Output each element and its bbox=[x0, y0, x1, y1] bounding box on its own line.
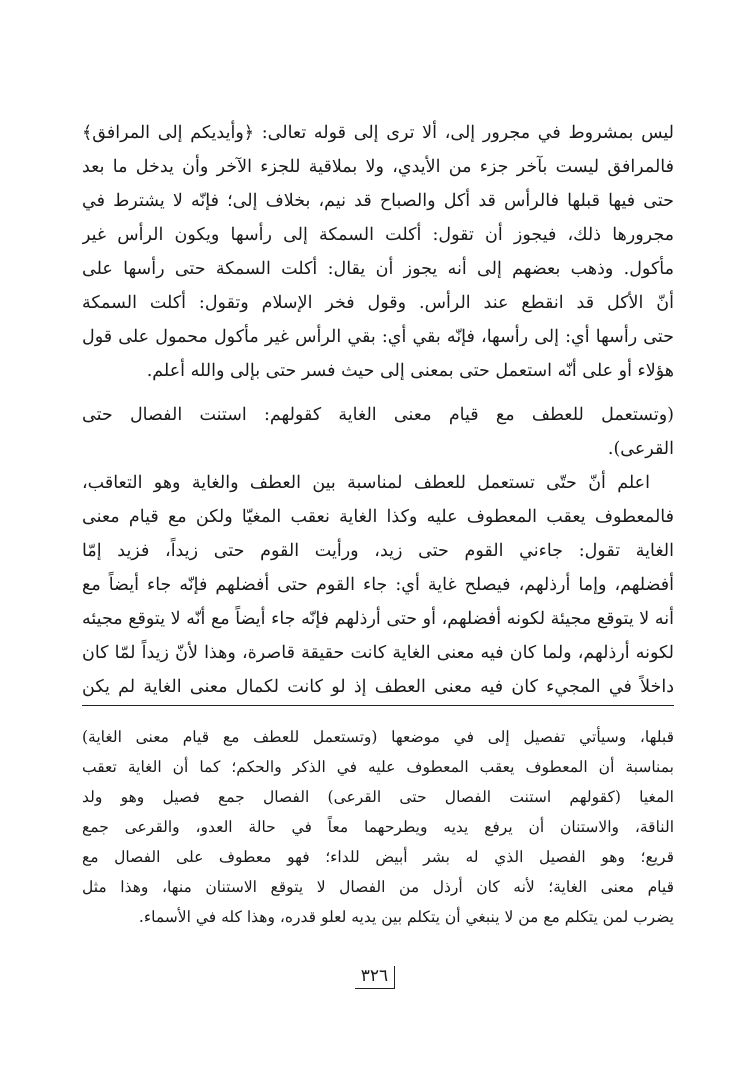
text-line: (وتستعمل للعطف مع قيام معنى الغاية كقولهم: استنت الفصال حتى bbox=[82, 405, 674, 425]
text-line: فالمعطوف يعقب المعطوف عليه وكذا الغاية نعقب المغيّا ولكن مع قيام معنى bbox=[82, 507, 674, 527]
paragraph-1 bbox=[82, 116, 674, 388]
text-line: اعلم أنّ حتّى تستعمل للعطف لمناسبة بين العطف والغاية وهو التعاقب، bbox=[82, 473, 650, 493]
text-line: مأكول. وذهب بعضهم إلى أنه يجوز أن يقال: أكلت السمكة حتى رأسها على bbox=[82, 259, 674, 279]
text-line: فالمرافق ليست بآخر جزء من الأيدي، ولا بملاقية للجزء الآخر وأن يدخل ما بعد bbox=[82, 157, 674, 177]
footnote-line: بمناسبة أن المعطوف يعقب المعطوف عليه في الذكر والحكم؛ كما أن الغاية تعقب bbox=[82, 758, 674, 776]
text-line: أنه لا يتوقع مجيئة لكونه أفضلهم، أو حتى أرذلهم فإنّه جاء أيضاً مع أنّه لا يتوقع مجيئه bbox=[82, 609, 674, 629]
text-line: لكونه أرذلهم، ولما كان فيه معنى الغاية كانت حقيقة قاصرة، وهذا لأنّ زيداً لمّا كان bbox=[82, 643, 674, 663]
text-line: الغاية تقول: جاءني القوم حتى زيد، ورأيت القوم حتى زيداً، فزيد إمّا bbox=[82, 541, 674, 561]
footnote-line: قبلها، وسيأتي تفصيل إلى في موضعها (وتستعمل للعطف مع قيام معنى الغاية) bbox=[82, 728, 674, 746]
paragraph-gap bbox=[82, 388, 674, 398]
page-number-value: ٣٢٦ bbox=[355, 966, 395, 989]
text-line: أفضلهم، وإما أرذلهم، فيصلح غاية أي: جاء القوم حتى أفضلهم فإنّه جاء أيضاً مع bbox=[82, 575, 674, 595]
paragraph-2 bbox=[82, 398, 674, 466]
text-line: حتى فيها قبلها فالرأس قد أكل والصباح قد نيم، بخلاف إلى؛ فإنّه لا يشترط في bbox=[82, 191, 674, 211]
text-line: مجرورها ذلك، فيجوز أن تقول: أكلت السمكة إلى رأسها ويكون الرأس غير bbox=[82, 225, 674, 245]
footnote-line: الناقة، والاستنان أن يرفع يديه ويطرحهما معاً في حالة العدو، والقرعى جمع bbox=[82, 818, 674, 836]
footnote-divider bbox=[82, 705, 674, 706]
text-line: هؤلاء أو على أنّه استعمل حتى بمعنى إلى حيث فسر حتى بإلى والله أعلم. bbox=[146, 361, 674, 381]
text-line: القرعى). bbox=[607, 439, 674, 459]
footnote-line: قيام معنى الغاية؛ لأنه كان أرذل من الفصال لا يتوقع الاستنان منها، وهذا مثل bbox=[82, 878, 674, 896]
footnotes bbox=[82, 722, 674, 932]
text-line: داخلاً في المجيء كان فيه معنى العطف إذ لو كانت لكمال معنى الغاية لم يكن bbox=[82, 677, 674, 697]
footnote-line: قريع؛ وهو الفصيل الذي له بشر أبيض للداء؛ فهو معطوف على الفصال مع bbox=[82, 848, 674, 866]
paragraph-3 bbox=[82, 466, 674, 704]
main-text bbox=[82, 116, 674, 704]
text-line: أنّ الأكل قد انقطع عند الرأس. وقول فخر الإسلام وتقول: أكلت السمكة bbox=[82, 293, 674, 313]
footnote-line: المغيا (كقولهم استنت الفصال حتى القرعى) الفصال جمع فصيل وهو ولد bbox=[82, 788, 674, 806]
text-line: حتى رأسها أي: إلى رأسها، فإنّه بقي أي: بقي الرأس غير مأكول محمول على قول bbox=[82, 327, 674, 347]
footnote-line: يضرب لمن يتكلم مع من لا ينبغي أن يتكلم بين يديه لعلو قدره، وهذا كله في الأسماء. bbox=[138, 908, 674, 926]
page-number bbox=[0, 966, 750, 989]
text-line: ليس بمشروط في مجرور إلى، ألا ترى إلى قوله تعالى: ﴿وأيديكم إلى المرافق﴾ bbox=[82, 123, 674, 143]
